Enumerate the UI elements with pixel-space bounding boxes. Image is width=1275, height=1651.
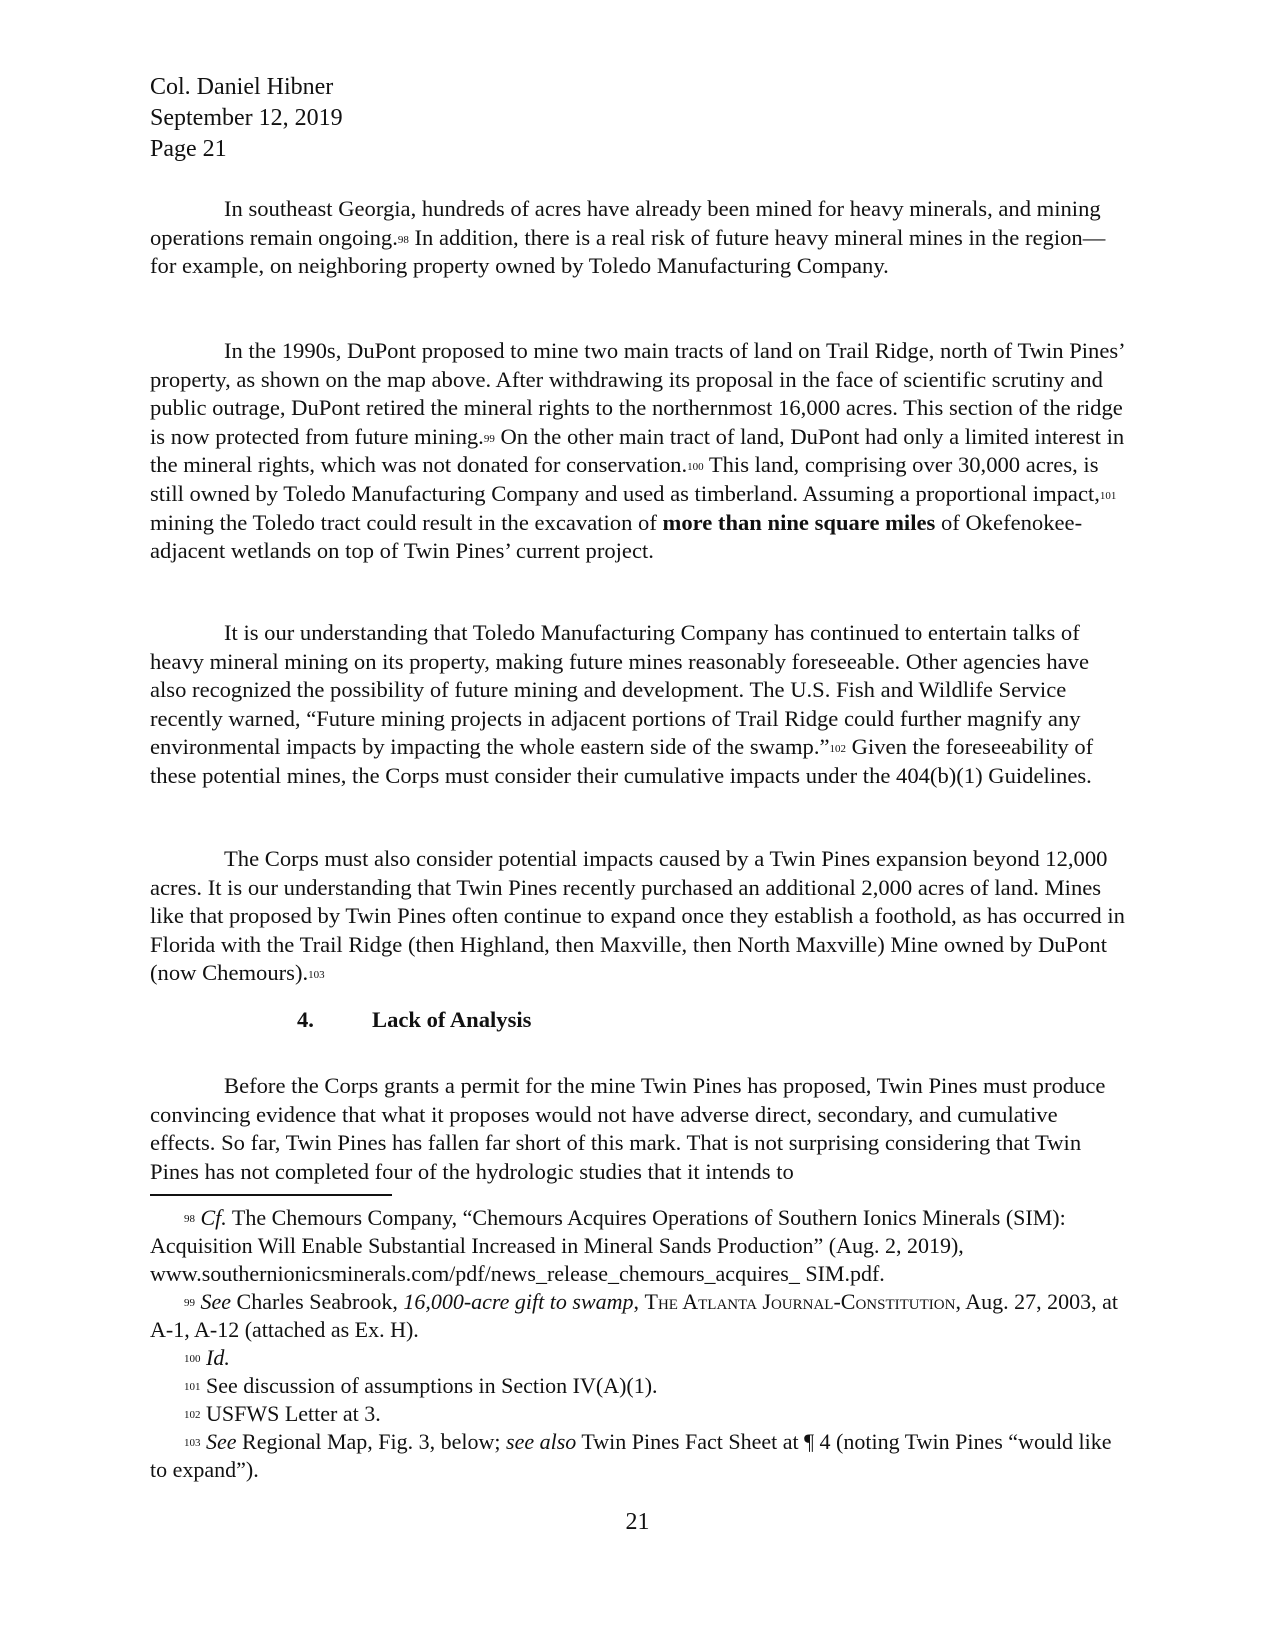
footnote-text: Charles Seabrook, bbox=[231, 1289, 404, 1314]
footnote-103 bbox=[150, 1428, 1125, 1484]
footnote-ref-99[interactable]: 99 bbox=[483, 432, 495, 445]
paragraph-1 bbox=[150, 195, 1125, 281]
paragraph-3-text-a: It is our understanding that Toledo Manufacturing Company has continued to entertain talks of heavy mineral mining on its property, making future mines reasonably foreseeable. Other agencies have also recognized the possibility of future mining and development. The U.S. Fish and Wildlife Service recently warned, “Future mining projects in adjacent portions of Trail Ridge could further magnify any environmental impacts by impacting the whole eastern side of the swamp.” bbox=[150, 620, 1089, 760]
footnote-text: USFWS Letter at 3. bbox=[200, 1401, 381, 1426]
footnote-number: 102 bbox=[184, 1409, 201, 1421]
footnote-ref-102[interactable]: 102 bbox=[829, 743, 847, 756]
footnote-101 bbox=[150, 1372, 1125, 1400]
footnote-number: 103 bbox=[184, 1437, 201, 1449]
paragraph-3 bbox=[150, 619, 1125, 791]
footnote-number: 101 bbox=[184, 1381, 201, 1393]
footnote-text: , bbox=[633, 1289, 645, 1314]
footnote-text: See discussion of assumptions in Section IV(A)(1). bbox=[200, 1373, 658, 1398]
paragraph-2-text-d: mining the Toledo tract could result in the excavation of bbox=[150, 509, 663, 535]
paragraph-5 bbox=[150, 1072, 1125, 1186]
footnote-text: Regional Map, Fig. 3, below; bbox=[236, 1429, 507, 1454]
paragraph-4-text-a: The Corps must also consider potential impacts caused by a Twin Pines expansion beyond 12,000 acres. It is our understanding that Twin Pines recently purchased an additional 2,000 acres of land. Mines like that proposed by Twin Pines often continue to expand once they establish a foothold, as has occurred in Florida with the Trail Ridge (then Highland, then Maxville, then North Maxville) Mine owned by DuPont (now Chemours). bbox=[150, 846, 1125, 986]
footnote-100 bbox=[150, 1344, 1125, 1372]
footnote-signal: See bbox=[200, 1289, 232, 1314]
footnote-signal: See bbox=[206, 1429, 237, 1454]
footnote-99 bbox=[150, 1288, 1125, 1344]
paragraph-3-text-b: Given the foreseeability of these potential mines, the Corps must consider their cumulative impacts under the 404(b)(1) Guidelines. bbox=[150, 734, 1094, 788]
footnote-98 bbox=[150, 1204, 1125, 1287]
letter-header bbox=[150, 72, 1125, 165]
page-line: Page 21 bbox=[150, 136, 227, 162]
footnote-ref-103[interactable]: 103 bbox=[308, 969, 325, 982]
page-number: 21 bbox=[625, 1509, 650, 1535]
footnote-ref-100[interactable]: 100 bbox=[687, 461, 704, 474]
footnote-separator bbox=[150, 1194, 392, 1196]
paragraph-2-text-a: In the 1990s, DuPont proposed to mine two main tracts of land on Trail Ridge, north of Twin Pines’ property, as shown on the map above. After withdrawing its proposal in the face of scientific scrutiny and public outrage, DuPont retired the mineral rights to the northernmost 16,000 acres. This section of the ridge is now protected from future mining. bbox=[150, 338, 1125, 449]
footnote-signal: Id. bbox=[206, 1345, 230, 1370]
footnote-number: 99 bbox=[184, 1297, 195, 1309]
emphasis-text: more than nine square miles bbox=[662, 509, 936, 535]
paragraph-2-text-c: This land, comprising over 30,000 acres, is still owned by Toledo Manufacturing Company and used as timberland. Assuming a proportional impact, bbox=[150, 452, 1100, 506]
footnote-ref-101[interactable]: 101 bbox=[1099, 489, 1117, 502]
paragraph-1-text-a: In southeast Georgia, hundreds of acres have already been mined for heavy minerals, and mining operations remain ongoing. bbox=[150, 196, 1101, 250]
footnote-text: Twin Pines Fact Sheet at ¶ 4 (noting Twin Pines “would like to expand”). bbox=[150, 1429, 1112, 1482]
article-title: 16,000-acre gift to swamp bbox=[403, 1289, 634, 1314]
recipient-line: Col. Daniel Hibner bbox=[150, 74, 334, 100]
footnote-number: 100 bbox=[184, 1353, 201, 1365]
paragraph-2-text-e: of Okefenokee-adjacent wetlands on top of Twin Pines’ current project. bbox=[150, 509, 1083, 564]
paragraph-4 bbox=[150, 845, 1125, 988]
footnote-ref-98[interactable]: 98 bbox=[397, 233, 409, 246]
date-line: September 12, 2019 bbox=[150, 105, 343, 131]
paragraph-1-text-b: In addition, there is a real risk of future heavy mineral mines in the region—for example, on neighboring property owned by Toledo Manufacturing Company. bbox=[150, 224, 1106, 279]
footnote-102 bbox=[150, 1400, 1125, 1428]
paragraph-5-text-a: Before the Corps grants a permit for the mine Twin Pines has proposed, Twin Pines must produce convincing evidence that what it proposes would not have adverse direct, secondary, and cumulative effects. So far, Twin Pines has fallen far short of this mark. That is not surprising considering that Twin Pines has not completed four of the hydrologic studies that it intends to bbox=[150, 1073, 1106, 1184]
section-number: 4. bbox=[297, 1007, 314, 1032]
footnote-text: The Chemours Company, “Chemours Acquires Operations of Southern Ionics Minerals (SIM): Acquisition Will Enable Substantial Increased in Mineral Sands Production” (Aug. 2, 2019), www.southernionicsminerals.com/pdf/news_release_chemours_acquires_ SIM.pdf. bbox=[150, 1205, 1066, 1286]
footnote-signal: Cf. bbox=[200, 1205, 227, 1230]
footnote-text: , Aug. 27, 2003, at A-1, A-12 (attached as Ex. H). bbox=[150, 1289, 1119, 1342]
journal-name: The Atlanta Journal-Constitution bbox=[644, 1289, 956, 1314]
footnote-number: 98 bbox=[184, 1213, 195, 1225]
section-title: Lack of Analysis bbox=[372, 1007, 532, 1032]
paragraph-2-text-b: On the other main tract of land, DuPont had only a limited interest in the mineral rights, which was not donated for conservation. bbox=[150, 423, 1125, 478]
document-page bbox=[150, 72, 1125, 1535]
footnote-signal-2: see also bbox=[506, 1429, 577, 1454]
paragraph-2 bbox=[150, 337, 1125, 566]
